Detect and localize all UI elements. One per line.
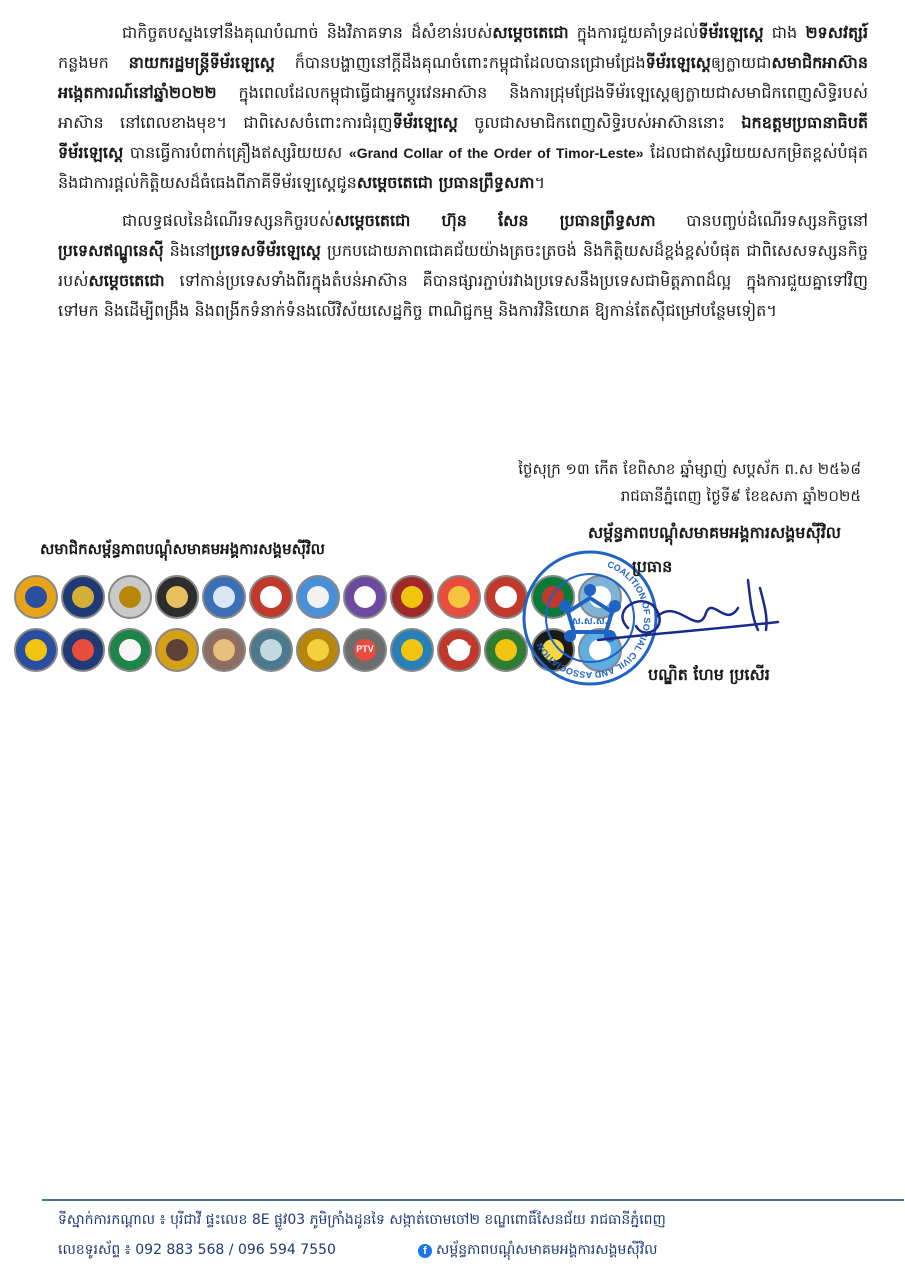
members-title: សមាជិកសម្ព័ន្ធភាពបណ្តុំសមាគមអង្គការសង្គមស៊ីវិល — [40, 540, 325, 558]
letter-body — [58, 18, 868, 334]
logo-emblem-icon — [448, 586, 470, 608]
logo-emblem-icon — [72, 639, 94, 661]
text-run: ទៅកាន់ប្រទេសទាំងពីរក្នុងតំបន់អាស៊ាន គឺបានផ្សារភ្ជាប់រវាងប្រទេសនឹងប្រទេសជាមិត្តភាពដ៏ល្អ ក្នុងការជួយគ្នាទៅវិញទៅមក និងដើម្បីពង្រឹង និងពង្រីកទំនាក់ទំនងលើវិស័យសេដ្ឋកិច្ច ពាណិជ្ជកម្ម និងការវិនិយោគ ឱ្យកាន់តែស៊ីជម្រៅបន្ថែមទៀត។ — [58, 271, 868, 320]
text-run: ក៏បានបង្ហាញនៅក្តីដឹងគុណចំពោះកម្ពុជាដែលបានជ្រោមជ្រែង — [274, 53, 646, 72]
text-run: ២ទសវត្សរ៍ — [805, 23, 869, 42]
logo-emblem-icon — [401, 639, 423, 661]
member-logo-icon — [202, 575, 246, 619]
member-logo-icon — [390, 575, 434, 619]
logo-emblem-icon — [495, 639, 517, 661]
logo-label: PTV — [356, 644, 374, 654]
text-run: ឲ្យក្លាយជា — [710, 53, 772, 72]
signer-role: ប្រធាន — [632, 557, 673, 576]
member-logo-icon — [14, 628, 58, 672]
member-logo-icon — [343, 575, 387, 619]
member-logo-icon — [202, 628, 246, 672]
text-run: ។ — [534, 173, 545, 192]
logo-emblem-icon — [25, 639, 47, 661]
text-run: ក្នុងការជួយគាំទ្រដល់ — [568, 23, 699, 42]
footer-divider — [42, 1199, 904, 1201]
logo-emblem-icon — [354, 586, 376, 608]
text-run: បានបញ្ចប់ដំណើរទស្សនកិច្ចនៅ — [655, 211, 868, 230]
text-run: និងនៅ — [163, 241, 211, 260]
text-run: នាយករដ្ឋមន្ត្រីទីម័រឡេស្តេ — [128, 53, 275, 72]
logo-label: WOW — [447, 644, 471, 654]
seal-ring-text: COALITION OF SOCIAL CIVIL AND ASSOCIATION — [534, 559, 653, 681]
seal-center-text: ស.ស.ស. — [572, 617, 608, 627]
text-run: ជាលទ្ធផលនៃដំណើរទស្សនកិច្ចរបស់ — [122, 211, 335, 230]
logo-emblem-icon — [25, 586, 47, 608]
text-run: ឯកឧត្តមប្រធានាធិបតីទីម័រឡេស្តេ — [58, 113, 869, 162]
member-logo-icon — [343, 628, 387, 672]
text-run: សម្តេចតេជោ ប្រធានព្រឹទ្ធសភា — [356, 173, 535, 192]
logo-emblem-icon — [213, 639, 235, 661]
logo-emblem-icon — [72, 586, 94, 608]
text-run: ដែលជាឥស្សរិយយសកម្រិតខ្ពស់បំផុត និងជាការផ្តល់កិត្តិយសដ៏ធំធេងពីភាគីទីម័រឡេស្តេជូន — [58, 143, 868, 192]
lunar-date: ថ្ងៃសុក្រ ១៣ កើត ខែពិសាខ ឆ្នាំម្សាញ់ សប្តស័ក ព.ស ២៥៦៨ — [518, 460, 861, 478]
text-run: សម្តេចតេជោ — [492, 23, 569, 42]
text-run: សម្តេចតេជោ ហ៊ុន សែន ប្រធានព្រឹទ្ធសភា — [334, 211, 656, 230]
logo-emblem-icon — [260, 639, 282, 661]
text-run: ប្រទេសទីម័រឡេស្តេ — [210, 241, 321, 260]
logo-emblem-icon — [307, 639, 329, 661]
text-run: ជាកិច្ចតបស្នងទៅនឹងគុណបំណាច់ និងវិភាគទាន ដ៏សំខាន់របស់ — [122, 23, 493, 42]
solar-date: រាជធានីភ្នំពេញ ថ្ងៃទី៩ ខែឧសភា ឆ្នាំ២០២៥ — [620, 487, 861, 505]
member-logo-icon — [249, 575, 293, 619]
text-run: បានធ្វើការបំពាក់គ្រឿងឥស្សរិយយស — [123, 143, 349, 162]
member-logo-icon — [437, 575, 481, 619]
text-run: ប្រទេសឥណ្ឌូនេស៊ី — [58, 241, 164, 260]
footer-address: ទីស្នាក់ការកណ្តាល ៖ បុរីជាវី ផ្ទះលេខ 8E ផ្លូវ03 ភូមិក្រាំងដូនទៃ សង្កាត់ចោមចៅ២ ខណ្ឌពោធិ៍សែនជ័យ រាជធានីភ្នំពេញ — [58, 1212, 666, 1228]
text-run: សមាជិកអាស៊ានអង្កេតការណ៍នៅឆ្នាំ២០២២ — [58, 53, 868, 102]
member-logo-icon — [155, 628, 199, 672]
logo-emblem-icon — [401, 586, 423, 608]
text-run: ប្រកបដោយភាពជោគជ័យយ៉ាងត្រចះត្រចង់ និងកិត្តិយសដ៏ខ្ពង់ខ្ពស់បំផុត ជាពិសេសទស្សនកិច្ច របស់ — [58, 241, 868, 290]
facebook-icon: f — [418, 1244, 432, 1258]
logo-emblem-icon — [307, 586, 329, 608]
member-logo-icon — [14, 575, 58, 619]
text-run: ទីម័រឡេស្តេ — [698, 23, 764, 42]
logo-emblem-icon — [119, 639, 141, 661]
logo-emblem-icon — [166, 639, 188, 661]
paragraph-2 — [58, 206, 868, 326]
footer-facebook-link[interactable] — [418, 1240, 657, 1261]
text-run: សម្តេចតេជោ — [88, 271, 165, 290]
text-run: «Grand Collar of the Order of Timor-Leste» — [348, 145, 644, 161]
text-run: ជាង — [763, 23, 806, 42]
text-run: ក្នុងពេលដែលកម្ពុជាធ្វើជាអ្នកប្តូរវេនអាស៊ាន និងការជ្រុមជ្រែងទីម័រឡេស្តេឲ្យក្លាយជាសមាជិកពេញសិទ្ធិរបស់អាស៊ាន នៅពេលខាងមុខ។ ជាពិសេសចំពោះការជំរុញ — [58, 83, 868, 132]
member-logo-icon — [61, 575, 105, 619]
member-logo-icon — [249, 628, 293, 672]
text-run: ទីម័រឡេស្តេ — [392, 113, 458, 132]
member-logo-icon — [390, 628, 434, 672]
handwritten-signature — [588, 568, 788, 658]
logo-emblem-icon — [260, 586, 282, 608]
member-logo-icon — [108, 575, 152, 619]
paragraph-1 — [58, 18, 868, 198]
logo-emblem-icon — [166, 586, 188, 608]
text-run: ទីម័រឡេស្តេ — [645, 53, 711, 72]
member-logo-icon — [296, 628, 340, 672]
text-run: កន្លងមក — [58, 53, 129, 72]
member-logo-icon — [155, 575, 199, 619]
logo-emblem-icon — [119, 586, 141, 608]
logo-emblem-icon — [495, 586, 517, 608]
member-logo-icon — [296, 575, 340, 619]
date-block — [441, 456, 861, 510]
member-logo-icon — [108, 628, 152, 672]
text-run: ចូលជាសមាជិកពេញសិទ្ធិរបស់អាស៊ាននោះ — [457, 113, 742, 132]
footer-phone: លេខទូរស័ព្ទ ៖ 092 883 568 / 096 594 7550 — [58, 1242, 336, 1258]
facebook-page-name: សម្ព័ន្ធភាពបណ្តុំសមាគមអង្គការសង្គមស៊ីវិល — [436, 1242, 658, 1258]
signer-name: បណ្ឌិត ហែម ប្រសើរ — [648, 665, 770, 684]
logo-emblem-icon — [213, 586, 235, 608]
member-logo-icon — [437, 628, 481, 672]
member-logo-icon — [61, 628, 105, 672]
signer-org-title: សម្ព័ន្ធភាពបណ្តុំសមាគមអង្គការសង្គមស៊ីវិល — [587, 523, 841, 542]
